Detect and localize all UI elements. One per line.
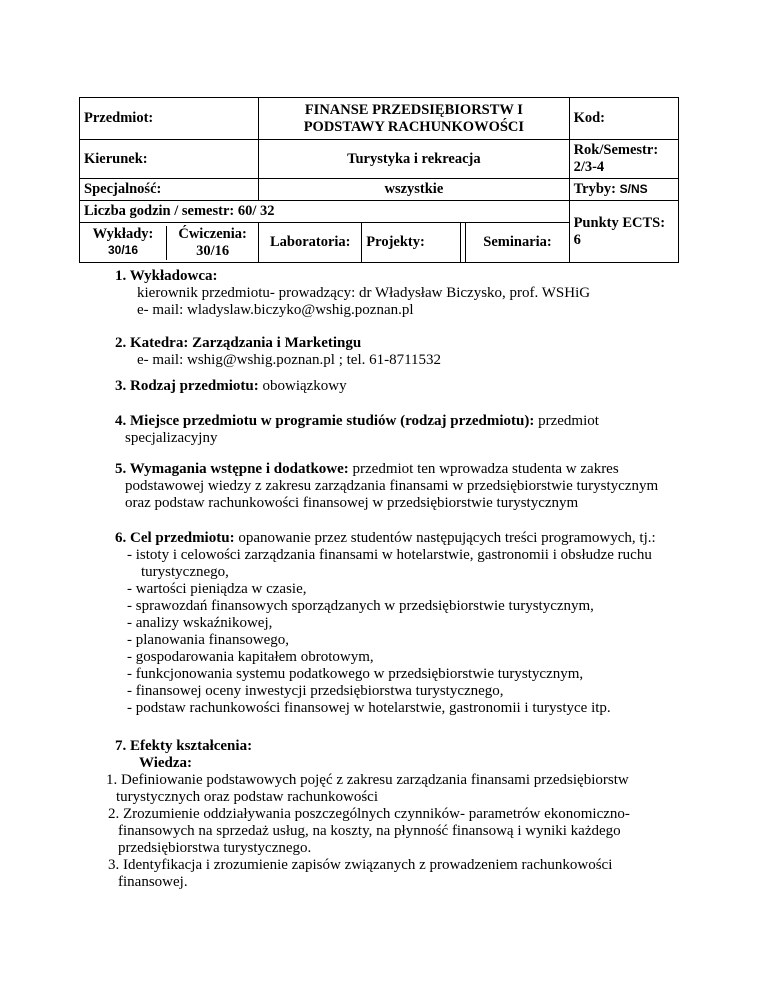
list-item: - wartości pieniądza w czasie,: [127, 581, 307, 597]
section-title: 2. Katedra: Zarządzania i Marketingu: [115, 335, 362, 351]
tryby-value: S/NS: [619, 182, 648, 196]
przedmiot-label: Przedmiot:: [80, 98, 259, 140]
list-item: - planowania finansowego,: [127, 632, 290, 648]
projekty-label: Projekty:: [362, 223, 461, 263]
list-item: - istoty i celowości zarządzania finansami w hotelarstwie, gastronomii i obsłudze ruchu turystycznego,: [127, 547, 652, 580]
liczba-godzin: Liczba godzin / semestr: 60/ 32: [80, 201, 570, 223]
wyklady-value: 30/16: [107, 242, 139, 257]
specjalnosc-label: Specjalność:: [80, 179, 259, 201]
section-efekty: 7. Efekty kształcenia: Wiedza:: [115, 738, 253, 771]
list-item: 3. Identyfikacja i zrozumienie zapisów związanych z prowadzeniem rachunkowości finansowej.: [108, 857, 613, 890]
list-item: 2. Zrozumienie oddziaływania poszczególnych czynników- parametrów ekonomiczno-finansowych na sprzedaż usług, na koszty, na płynność finansową i wyniki każdego przedsiębiorstwa turystycznego.: [108, 806, 630, 856]
list-item: 1. Definiowanie podstawowych pojęć z zakresu zarządzania finansami przedsiębiorstw turystycznych oraz podstaw rachunkowości: [106, 772, 629, 805]
section-wykladowca: 1. Wykładowca: kierownik przedmiotu- prowadzący: dr Władysław Biczysko, prof. WSHiG e- mail: wladyslaw.biczyko@wshig.poznan.pl: [115, 268, 591, 318]
section-katedra: 2. Katedra: Zarządzania i Marketingu e- mail: wshig@wshig.poznan.pl ; tel. 61-8711532: [115, 335, 442, 368]
list-item: - finansowej oceny inwestycji przedsiębiorstwa turystycznego,: [127, 683, 504, 699]
kierunek-label: Kierunek:: [80, 140, 259, 179]
efekty-list: [104, 772, 664, 891]
list-item: - podstaw rachunkowości finansowej w hotelarstwie, gastronomii i turystyce itp.: [127, 700, 611, 716]
section-wymagania: 5. Wymagania wstępne i dodatkowe: przedmiot ten wprowadza studenta w zakres podstawowej wiedzy z zakresu zarządzania finansami w przedsiębiorstwie turystycznym oraz podstaw rachunkowości finansowej w przedsiębiorstwie turystycznym: [115, 461, 659, 511]
kod-label: Kod:: [569, 98, 678, 140]
list-item: - gospodarowania kapitałem obrotowym,: [127, 649, 374, 665]
list-item: - sprawozdań finansowych sporządzanych w przedsiębiorstwie turystycznym,: [127, 598, 594, 614]
list-item: - funkcjonowania systemu podatkowego w przedsiębiorstwie turystycznym,: [127, 666, 584, 682]
kierunek-value: Turystyka i rekreacja: [259, 140, 569, 179]
ects: Punkty ECTS: 6: [569, 201, 678, 263]
section-rodzaj: 3. Rodzaj przedmiotu: obowiązkowy: [115, 378, 347, 394]
wyklady-label: Wykłady:: [92, 225, 154, 242]
specjalnosc-value: wszystkie: [259, 179, 569, 201]
cwiczenia-label: Ćwiczenia:: [178, 225, 247, 242]
wyklady-cell: [80, 223, 259, 263]
seminaria-label: Seminaria:: [466, 223, 569, 263]
list-item: - analizy wskaźnikowej,: [127, 615, 273, 631]
laboratoria-label: Laboratoria:: [259, 223, 362, 263]
rok-semestr: Rok/Semestr: 2/3-4: [569, 140, 678, 179]
section-cel: 6. Cel przedmiotu: opanowanie przez studentów następujących treści programowych, tj.: - istoty i celowości zarządzania finansami w hotelarstwie, gastronomii i obsłudze ruchu turystycznego, - wartości pieniądza w czasie, - sprawozdań finansowych sporządzanych w przedsiębiorstwie turystycznym, - analizy wskaźnikowej, - planowania finansowego, - gospodarowania kapitałem obrotowym, - funkcjonowania systemu podatkowego w przedsiębiorstwie turystycznym, - finansowej oceny inwestycji przedsiębiorstwa turystycznego, - podstaw rachunkowości finansowej w hotelarstwie, gastronomii i turystyce itp.: [115, 530, 675, 717]
tryby: Tryby: S/NS: [569, 179, 678, 201]
cel-list: [115, 547, 675, 717]
cwiczenia-value: 30/16: [196, 242, 230, 259]
course-header-table: [79, 97, 679, 263]
section-title: 1. Wykładowca:: [115, 268, 218, 284]
przedmiot-value: FINANSE PRZEDSIĘBIORSTW I PODSTAWY RACHUNKOWOŚCI: [259, 98, 569, 140]
section-miejsce: 4. Miejsce przedmiotu w programie studiów (rodzaj przedmiotu): przedmiot specjalizacyjny: [115, 413, 599, 446]
